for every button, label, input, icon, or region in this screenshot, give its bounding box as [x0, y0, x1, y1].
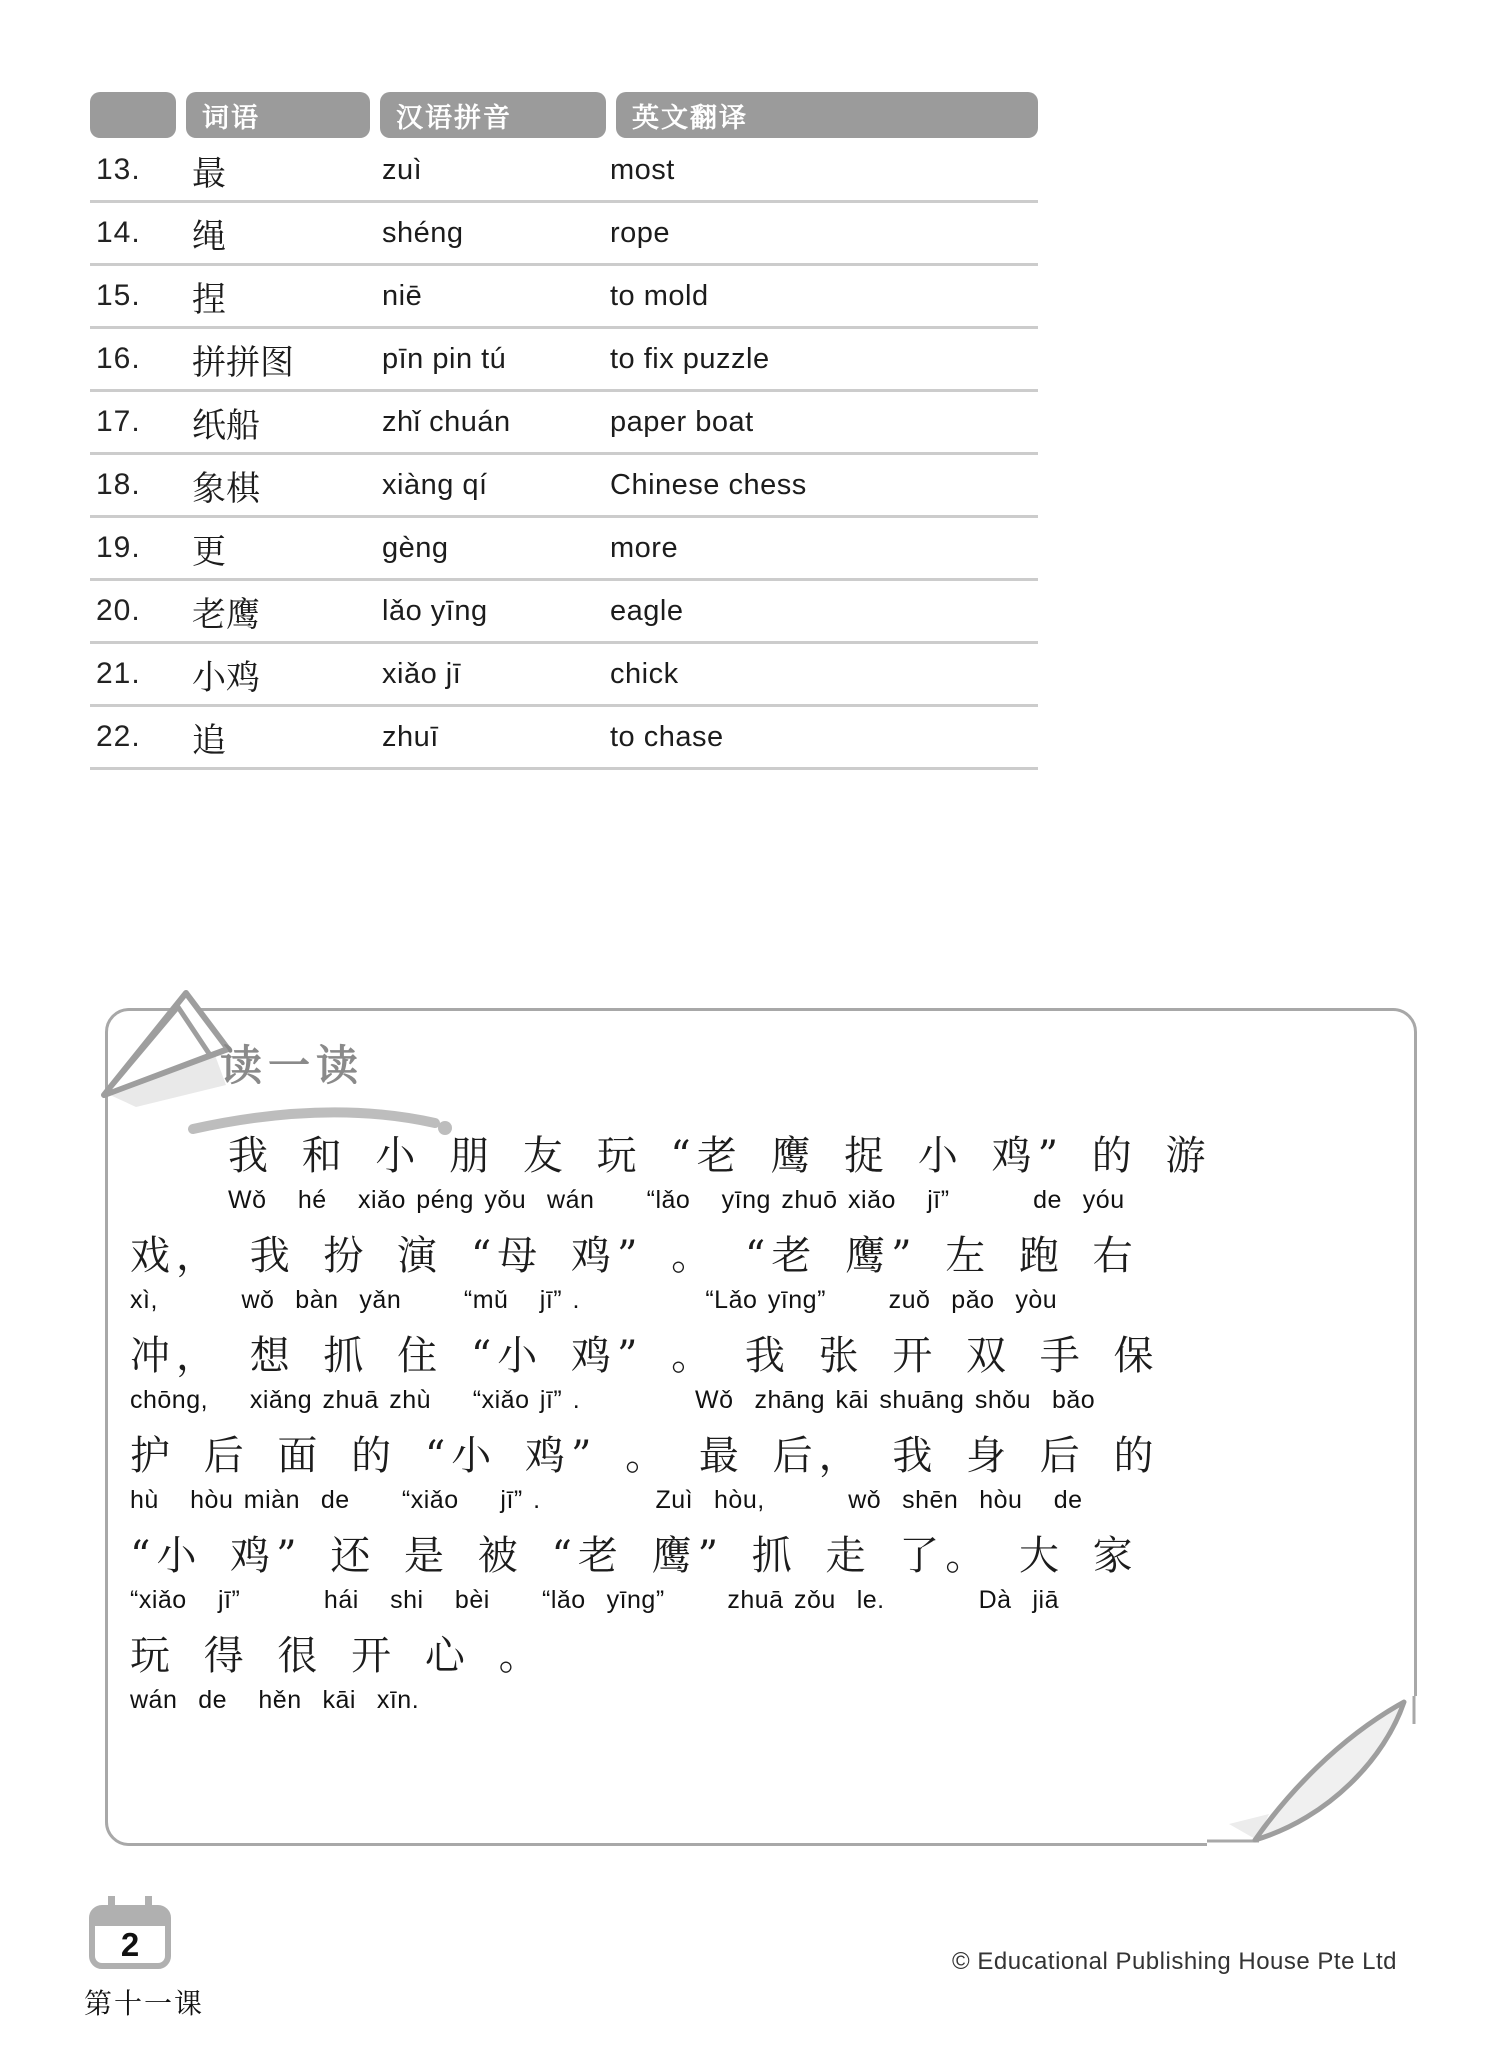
pinyin-line: wán de hěn kāi xīn. — [130, 1686, 420, 1714]
row-number: 16. — [96, 342, 141, 375]
table-row — [90, 266, 1038, 329]
reading-passage — [130, 1129, 1380, 1729]
pinyin-cell: gèng — [382, 531, 449, 564]
english-cell: to mold — [610, 279, 709, 312]
word-cell: 更 — [192, 531, 226, 572]
word-cell: 绳 — [192, 216, 226, 257]
page-number: 2 — [120, 1926, 140, 1963]
word-cell: 纸船 — [192, 405, 260, 446]
pinyin-line: xì, wǒ bàn yǎn “mǔ jī” . “Lǎo yīng” zuǒ pǎo yòu — [130, 1286, 1058, 1314]
english-cell: most — [610, 153, 675, 186]
hanzi-line: 玩 得 很 开 心 。 — [130, 1633, 545, 1679]
reading-title: 读一读 — [220, 1041, 365, 1090]
row-number: 21. — [96, 657, 141, 690]
hanzi-line: 我 和 小 朋 友 玩 “老 鹰 捉 小 鸡” 的 游 — [228, 1133, 1212, 1179]
row-number: 22. — [96, 720, 141, 753]
page-curl-icon — [1207, 1696, 1417, 1846]
row-number: 13. — [96, 153, 141, 186]
passage-line — [130, 1229, 1380, 1317]
passage-line — [130, 1129, 1380, 1217]
table-row — [90, 329, 1038, 392]
reading-section — [105, 1008, 1417, 1846]
header-cell-blank — [90, 92, 176, 138]
row-number: 17. — [96, 405, 141, 438]
page-number-badge — [88, 1896, 172, 1972]
word-cell: 老鹰 — [192, 594, 260, 635]
hanzi-line: 冲， 想 抓 住 “小 鸡” 。 我 张 开 双 手 保 — [130, 1333, 1160, 1379]
pinyin-cell: niē — [382, 279, 423, 312]
hanzi-line: “小 鸡” 还 是 被 “老 鹰” 抓 走 了。 大 家 — [130, 1533, 1139, 1579]
table-row — [90, 392, 1038, 455]
passage-line — [130, 1329, 1380, 1417]
lesson-label: 第十一课 — [84, 1987, 205, 2020]
pinyin-cell: shéng — [382, 216, 464, 249]
table-row — [90, 203, 1038, 266]
table-row — [90, 455, 1038, 518]
english-cell: rope — [610, 216, 671, 249]
vocab-table-header — [90, 92, 1038, 138]
word-cell: 捏 — [192, 279, 226, 320]
table-row — [90, 644, 1038, 707]
word-cell: 象棋 — [192, 468, 260, 509]
row-number: 18. — [96, 468, 141, 501]
passage-line — [130, 1629, 1380, 1717]
row-number: 20. — [96, 594, 141, 627]
pinyin-line: hù hòu miàn de “xiǎo jī” . Zuì hòu, wǒ shēn hòu de — [130, 1486, 1083, 1514]
english-cell: paper boat — [610, 405, 754, 438]
pinyin-cell: xiǎo jī — [382, 657, 462, 690]
pinyin-line: Wǒ hé xiǎo péng yǒu wán “lǎo yīng zhuō xiǎo jī” de yóu — [228, 1186, 1125, 1214]
hanzi-line: 护 后 面 的 “小 鸡” 。 最 后， 我 身 后 的 — [130, 1433, 1160, 1479]
word-cell: 追 — [192, 720, 226, 761]
pinyin-cell: zhuī — [382, 720, 439, 753]
pinyin-line: “xiǎo jī” hái shi bèi “lǎo yīng” zhuā zǒu le. Dà jiā — [130, 1586, 1059, 1614]
vocab-table-body — [90, 140, 1038, 770]
passage-line — [130, 1529, 1380, 1617]
english-cell: to fix puzzle — [610, 342, 770, 375]
pinyin-line: chōng, xiǎng zhuā zhù “xiǎo jī” . Wǒ zhāng kāi shuāng shǒu bǎo — [130, 1386, 1096, 1414]
english-cell: eagle — [610, 594, 684, 627]
english-cell: chick — [610, 657, 679, 690]
vocab-table — [90, 92, 1038, 770]
pinyin-cell: zuì — [382, 153, 423, 186]
word-cell: 最 — [192, 153, 226, 194]
english-cell: more — [610, 531, 679, 564]
table-row — [90, 707, 1038, 770]
table-row — [90, 581, 1038, 644]
english-cell: to chase — [610, 720, 724, 753]
pinyin-cell: xiàng qí — [382, 468, 488, 501]
table-row — [90, 518, 1038, 581]
pinyin-cell: pīn pin tú — [382, 342, 507, 375]
hanzi-line: 戏， 我 扮 演 “母 鸡” 。 “老 鹰” 左 跑 右 — [130, 1233, 1139, 1279]
header-cell-word: 词语 — [186, 92, 370, 138]
pinyin-cell: zhǐ chuán — [382, 405, 511, 438]
row-number: 14. — [96, 216, 141, 249]
row-number: 15. — [96, 279, 141, 312]
copyright-text: © Educational Publishing House Pte Ltd — [952, 1948, 1397, 1975]
header-cell-pinyin: 汉语拼音 — [380, 92, 606, 138]
row-number: 19. — [96, 531, 141, 564]
passage-line — [130, 1429, 1380, 1517]
word-cell: 小鸡 — [192, 657, 260, 698]
english-cell: Chinese chess — [610, 468, 807, 501]
word-cell: 拼拼图 — [192, 342, 294, 383]
table-row — [90, 140, 1038, 203]
header-cell-english: 英文翻译 — [616, 92, 1038, 138]
pinyin-cell: lǎo yīng — [382, 594, 488, 627]
